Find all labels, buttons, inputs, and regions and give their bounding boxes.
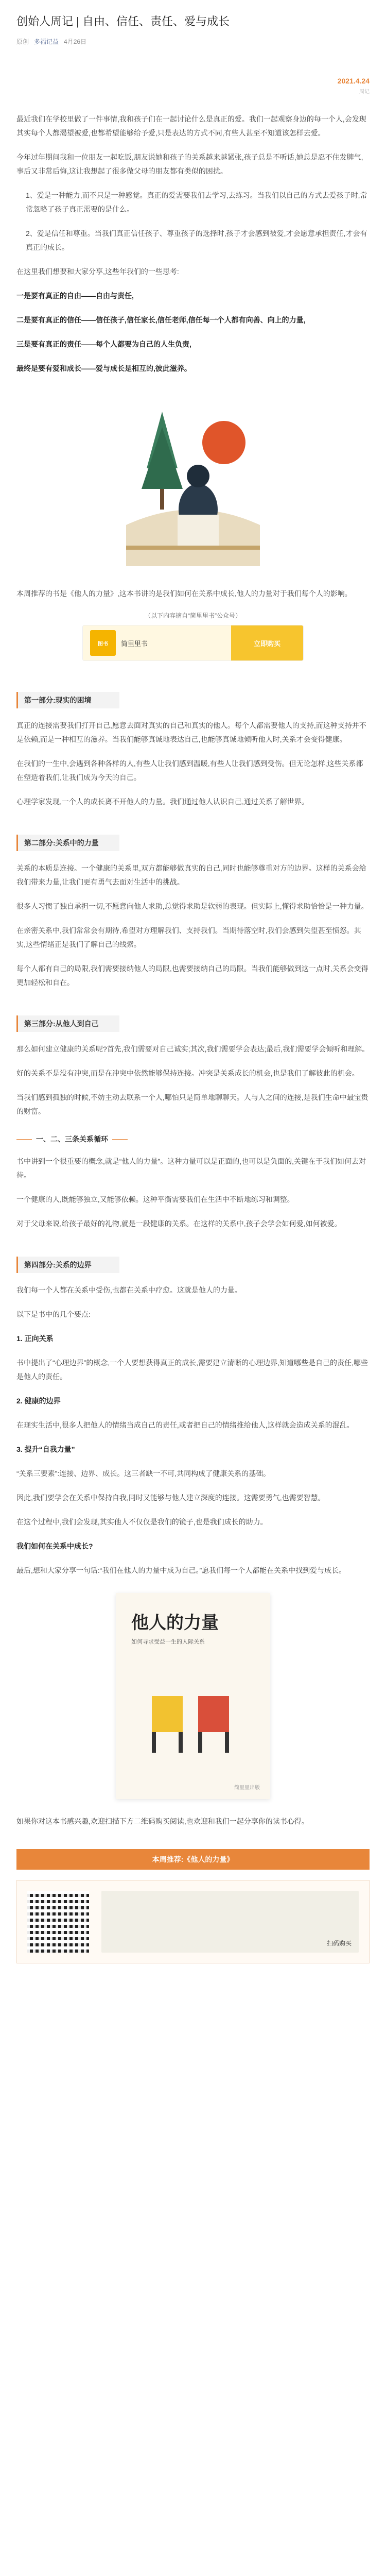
paragraph: “关系三要素”:连接、边界、成长。这三者缺一不可,共同构成了健康关系的基础。	[16, 1469, 271, 1478]
paragraph: 心理学家发现,一个人的成长离不开他人的力量。我们通过他人认识自己,通过关系了解世界。	[16, 798, 309, 806]
article-title: 创始人周记 | 自由、信任、责任、爱与成长	[16, 15, 230, 28]
publish-date: 4月26日	[64, 38, 87, 45]
paragraph: 今年过年期间我和一位朋友一起吃饭,朋友说她和孩子的关系越来越紧张,孩子总是不听话,她总是忍不住发脾气,事后又非常后悔,这让我想起了很多做父母的朋友都有类似的困扰。	[16, 153, 363, 175]
paragraph: 在这个过程中,我们会发现,其实他人不仅仅是我们的镜子,也是我们成长的助力。	[16, 1518, 268, 1526]
reading-illustration	[116, 391, 270, 566]
list-heading: 1. 正向关系	[16, 1334, 54, 1343]
paragraph: 每个人都有自己的局限,我们需要接纳他人的局限,也需要接纳自己的局限。当我们能够做到这一点时,关系会变得更加轻松和自在。	[16, 964, 369, 987]
paragraph: 在我们的一生中,会遇到各种各样的人,有些人让我们感到温暖,有些人让我们感到受伤。但无论怎样,这些关系都在塑造着我们,让我们成为今天的自己。	[16, 759, 363, 782]
product-card[interactable]	[82, 625, 304, 661]
paragraph: 以下是书中的几个要点:	[16, 1310, 91, 1318]
qr-code[interactable]	[27, 1891, 89, 1953]
section-heading: 第一部分:现实的困境	[16, 692, 119, 708]
separator-heading	[16, 1134, 370, 1144]
book-subtitle: 如何寻求受益一生的人际关系	[131, 1639, 205, 1645]
bold-paragraph: 二是要有真正的信任——信任孩子,信任家长,信任老师,信任每一个人都有向善、向上的力量,	[16, 316, 306, 324]
bold-paragraph: 最终是要有爱和成长——爱与成长是相互的,彼此滋养。	[16, 364, 191, 372]
paragraph: 好的关系不是没有冲突,而是在冲突中依然能够保持连接。冲突是关系成长的机会,也是我们了解彼此的机会。	[16, 1069, 359, 1077]
paragraph: 如果你对这本书感兴趣,欢迎扫描下方二维码购买阅读,也欢迎和我们一起分享你的读书心得。	[16, 1817, 309, 1825]
separator-line	[16, 1139, 32, 1140]
article-meta	[16, 37, 370, 46]
article-header	[0, 0, 386, 46]
paragraph: 当我们感到孤独的时候,不妨主动去联系一个人,哪怕只是简单地聊聊天。人与人之间的连接,是我们生命中最宝贵的财富。	[16, 1093, 369, 1115]
paragraph: 很多人习惯了独自承担一切,不愿意向他人求助,总觉得求助是软弱的表现。但实际上,懂得求助恰恰是一种力量。	[16, 902, 369, 910]
list-heading: 3. 提升“自我力量”	[16, 1445, 75, 1453]
separator-line	[112, 1139, 128, 1140]
week-sub: 周记	[359, 89, 370, 95]
paragraph: 因此,我们要学会在关系中保持自我,同时又能够与他人建立深度的连接。这需要勇气,也需要智慧。	[16, 1494, 325, 1502]
book-cover-wrap	[16, 1593, 370, 1799]
book-publisher: 简里里出版	[234, 1785, 260, 1791]
bold-paragraph: 三是要有真正的责任——每个人都要为自己的人生负责,	[16, 340, 191, 348]
product-thumb: 图书	[90, 630, 116, 656]
paragraph: 在现实生活中,很多人把他人的情绪当成自己的责任,或者把自己的情绪推给他人,这样就会造成关系的混乱。	[16, 1421, 354, 1429]
paragraph: 那么如何建立健康的关系呢?首先,我们需要对自己诚实;其次,我们需要学会表达;最后,我们需要学会倾听和理解。	[16, 1045, 370, 1053]
paragraph: 在这里我们想要和大家分享,这些年我们的一些思考:	[16, 267, 179, 276]
product-card-info	[83, 625, 231, 660]
section-heading: 第四部分:关系的边界	[16, 1257, 119, 1273]
list-heading: 2. 健康的边界	[16, 1397, 61, 1405]
author-prefix: 原创	[16, 38, 29, 45]
date-block	[16, 77, 370, 95]
book-chairs-illustration	[142, 1675, 244, 1758]
book-title: 他人的力量	[131, 1613, 219, 1633]
numbered-paragraph: 2、爱是信任和尊重。当我们真正信任孩子、尊重孩子的选择时,孩子才会感到被爱,才会愿意承担责任,才会有真正的成长。	[26, 229, 367, 251]
numbered-paragraph: 1、爱是一种能力,而不只是一种感觉。真正的爱需要我们去学习,去练习。当我们以自己的方式去爱孩子时,常常忽略了孩子真正需要的是什么。	[26, 191, 367, 213]
paragraph: 关系的本质是连接。一个健康的关系里,双方都能够做真实的自己,同时也能够尊重对方的边界。这样的关系会给我们带来力量,让我们更有勇气去面对生活中的挑战。	[16, 864, 366, 886]
article-body	[0, 46, 386, 1963]
week-date: 2021.4.24	[337, 77, 370, 85]
paragraph: 我们每一个人都在关系中受伤,也都在关系中疗愈。这就是他人的力量。	[16, 1286, 242, 1294]
promo-image	[101, 1891, 359, 1953]
separator-text: 一、二、三条关系循环	[36, 1135, 108, 1143]
product-card-text: 简里里书	[121, 639, 148, 648]
list-heading: 我们如何在关系中成长?	[16, 1542, 93, 1550]
buy-button[interactable]: 立即购买	[231, 625, 303, 660]
paragraph: 对于父母来说,给孩子最好的礼物,就是一段健康的关系。在这样的关系中,孩子会学会如何爱,如何被爱。	[16, 1219, 342, 1228]
paragraph: 最近我们在学校里做了一件事情,我和孩子们在一起讨论什么是真正的爱。我们一起观察身边的每一个人,会发现其实每个人都渴望被爱,也都希望能够给予爱,只是表达的方式不同,有些人甚至不知道该怎样去爱。	[16, 115, 366, 137]
paragraph: 在亲密关系中,我们常常会有期待,希望对方理解我们、支持我们。当期待落空时,我们会感到失望甚至愤怒。其实,这些情绪正是我们了解自己的线索。	[16, 926, 361, 948]
paragraph: 书中讲到一个很重要的概念,就是“他人的力量”。这种力量可以是正面的,也可以是负面的,关键在于我们如何去对待。	[16, 1157, 366, 1179]
promo-bar: 本周推荐:《他人的力量》	[16, 1849, 370, 1870]
promo-box	[16, 1880, 370, 1963]
section-heading: 第三部分:从他人到自己	[16, 1015, 119, 1032]
bold-paragraph: 一是要有真正的自由——自由与责任,	[16, 292, 134, 300]
illustration	[16, 391, 370, 566]
section-heading: 第二部分:关系中的力量	[16, 835, 119, 851]
promo-image-text: 扫码购买	[326, 1940, 352, 1947]
paragraph: 最后,想和大家分享一句话:“我们在他人的力量中成为自己。”愿我们每一个人都能在关系中找到爱与成长。	[16, 1566, 346, 1574]
paragraph: 本周推荐的书是《他人的力量》,这本书讲的是我们如何在关系中成长,他人的力量对于我们每个人的影响。	[16, 589, 352, 598]
paragraph: 真正的连接需要我们打开自己,愿意去面对真实的自己和真实的他人。每个人都需要他人的支持,而这种支持并不是依赖,而是一种相互的滋养。当我们能够真诚地表达自己,也能够真诚地倾听他人时,关系才会变得健康。	[16, 721, 366, 743]
paragraph: 书中提出了“心理边界”的概念,一个人要想获得真正的成长,需要建立清晰的心理边界,知道哪些是自己的责任,哪些是他人的责任。	[16, 1359, 368, 1381]
quote-source: （以下内容摘自“简里里书”公众号）	[145, 612, 241, 619]
author-link[interactable]: 多福记益	[34, 38, 59, 45]
book-cover	[116, 1593, 270, 1799]
paragraph: 一个健康的人,既能够独立,又能够依赖。这种平衡需要我们在生活中不断地练习和调整。	[16, 1195, 294, 1204]
